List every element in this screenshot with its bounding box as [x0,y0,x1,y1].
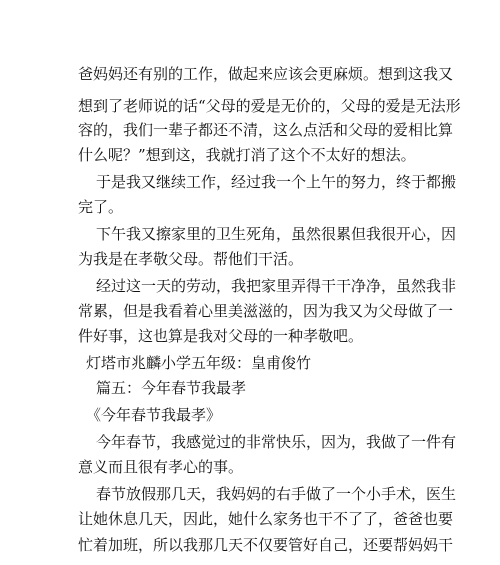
text-line: 于是我又继续工作，经过我一个上午的努力，终于都搬 [96,173,457,191]
text-line: 春节放假那几天，我妈妈的右手做了一个小手术，医生 [96,485,457,503]
text-line: 意义而且很有孝心的事。 [78,458,244,476]
text-line: 想到了老师说的话“父母的爱是无价的，父母的爱是无法形 [78,97,461,115]
text-line: 让她休息几天，因此，她什么家务也干不了了，爸爸也要 [78,510,454,528]
text-line: 完了。 [78,198,124,216]
text-line: 《今年春节我最孝》 [86,406,222,424]
text-line: 件好事，这也算是我对父母的一种孝敬吧。 [78,327,364,345]
text-line: 经过这一天的劳动，我把家里弄得干干净净，虽然我非 [96,277,457,295]
text-line: 下午我又擦家里的卫生死角，虽然很累但我很开心，因 [96,225,457,243]
text-line: 为我是在孝敬父母。帮他们干活。 [78,250,304,268]
text-line: 忙着加班，所以我那几天不仅要管好自己，还要帮妈妈干 [78,536,454,554]
text-line: 爸妈妈还有别的工作，做起来应该会更麻烦。想到这我又 [78,65,454,83]
text-line: 今年春节，我感觉过的非常快乐，因为，我做了一件有 [96,433,457,451]
text-line: 常累，但是我看着心里美滋滋的，因为我又为父母做了一 [78,302,454,320]
text-line: 什么呢？”想到这，我就打消了这个不太好的想法。 [78,146,416,164]
text-line: 容的，我们一辈子都还不清，这么点活和父母的爱相比算 [78,121,454,139]
text-line: 篇五：今年春节我最孝 [96,379,247,397]
text-line: 灯塔市兆麟小学五年级：皇甫俊竹 [86,354,312,372]
